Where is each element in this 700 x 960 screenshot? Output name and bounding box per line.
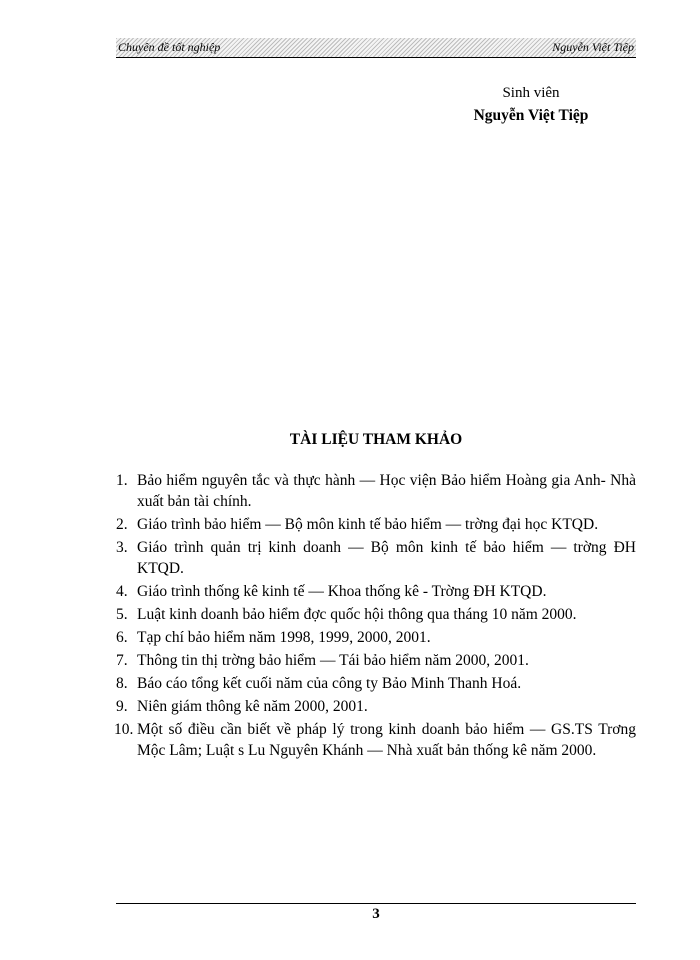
footer-divider [116, 903, 636, 904]
reference-text: Thông tin thị trờng bảo hiểm — Tái bảo hiểm năm 2000, 2001. [137, 652, 529, 669]
reference-text: Tạp chí bảo hiểm năm 1998, 1999, 2000, 2001. [137, 629, 431, 646]
reference-item [116, 696, 636, 717]
reference-item [116, 673, 636, 694]
signature-role: Sinh viên [502, 85, 560, 101]
reference-number: 5. [116, 606, 128, 623]
reference-item [116, 604, 636, 625]
reference-text: Giáo trình quản trị kinh doanh — Bộ môn kinh tế bảo hiểm — trờng ĐH KTQD. [137, 539, 636, 577]
references-title: TÀI LIỆU THAM KHẢO [289, 431, 463, 448]
reference-text: Luật kinh doanh bảo hiểm đợc quốc hội thông qua tháng 10 năm 2000. [137, 606, 577, 623]
header-right-text: Nguyễn Việt Tiệp [552, 40, 634, 54]
signature-block [456, 84, 606, 126]
header-left-text: Chuyên đề tốt nghiệp [118, 40, 221, 54]
reference-text: Giáo trình thống kê kinh tế — Khoa thống kê - Trờng ĐH KTQD. [137, 583, 547, 600]
reference-text: Báo cáo tổng kết cuối năm của công ty Bảo Minh Thanh Hoá. [137, 675, 522, 692]
reference-item [116, 650, 636, 671]
reference-number: 3. [116, 539, 128, 556]
reference-item [116, 627, 636, 648]
reference-number: 10. [114, 721, 134, 738]
signature-name: Nguyễn Việt Tiệp [473, 107, 589, 124]
reference-item [116, 581, 636, 602]
reference-number: 8. [116, 675, 128, 692]
reference-number: 4. [116, 583, 128, 600]
reference-text: Niên giám thông kê năm 2000, 2001. [137, 698, 368, 715]
reference-number: 2. [116, 516, 128, 533]
reference-text: Một số điều cần biết về pháp lý trong kinh doanh bảo hiểm — GS.TS Trơng Mộc Lâm; Luật s Lu Nguyên Khánh — Nhà xuất bản thống kê năm 2000. [137, 721, 636, 759]
reference-item [116, 514, 636, 535]
reference-number: 6. [116, 629, 128, 646]
reference-item [116, 537, 636, 579]
reference-item [116, 470, 636, 512]
reference-number: 7. [116, 652, 128, 669]
reference-item [116, 719, 636, 761]
references-list [116, 470, 636, 763]
reference-number: 9. [116, 698, 128, 715]
page-number: 3 [372, 906, 380, 922]
reference-number: 1. [116, 472, 128, 489]
reference-text: Giáo trình bảo hiểm — Bộ môn kinh tế bảo hiểm — trờng đại học KTQD. [137, 516, 599, 533]
page-header [116, 38, 636, 58]
reference-text: Bảo hiểm nguyên tắc và thực hành — Học viện Bảo hiểm Hoàng gia Anh- Nhà xuất bản tài chính. [137, 472, 636, 510]
